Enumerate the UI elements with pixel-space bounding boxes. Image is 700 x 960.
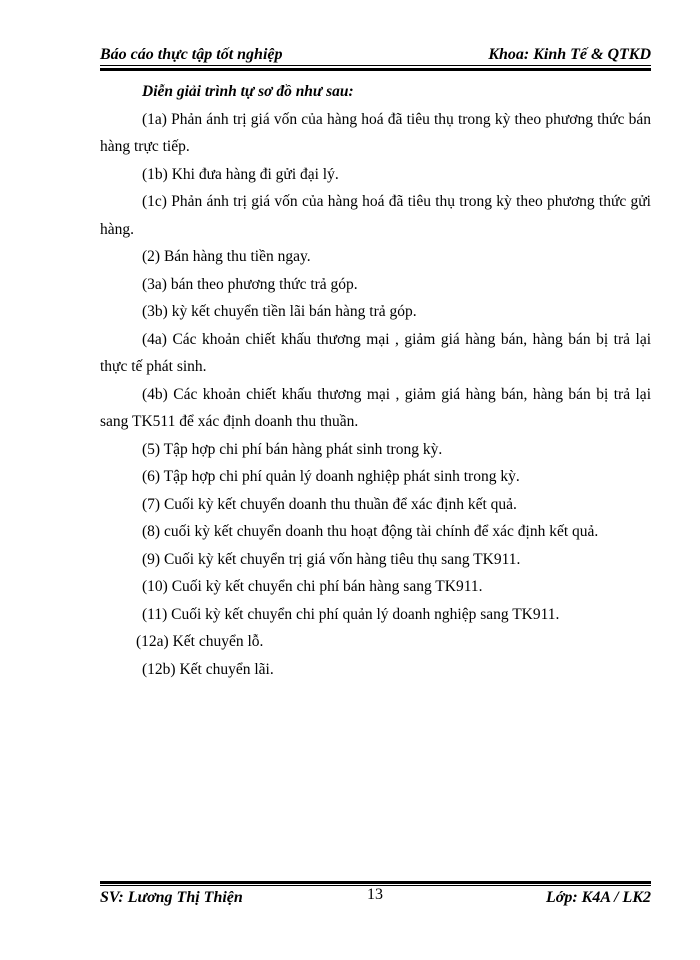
list-item: (12b) Kết chuyển lãi. [142, 660, 274, 678]
list-item: (1b) Khi đưa hàng đi gửi đại lý. [142, 165, 339, 183]
list-item: (1a) Phản ánh trị giá vốn của hàng hoá đã tiêu thụ trong kỳ theo phương thức bán hàng trực tiếp. [100, 110, 651, 155]
page-footer [100, 886, 651, 908]
list-item: (1c) Phản ánh trị giá vốn của hàng hoá đã tiêu thụ trong kỳ theo phương thức gửi hàng. [100, 193, 651, 238]
list-item: (10) Cuối kỳ kết chuyển chi phí bán hàng sang TK911. [142, 578, 483, 595]
page-header [100, 44, 651, 64]
footer-student-name: SV: Lương Thị Thiện [100, 889, 243, 906]
page-number: 13 [367, 886, 383, 903]
list-item: (2) Bán hàng thu tiền ngay. [142, 248, 311, 265]
document-body [100, 78, 651, 683]
list-item: (7) Cuối kỳ kết chuyển doanh thu thuần để xác định kết quả. [142, 495, 517, 513]
list-item: (4b) Các khoản chiết khấu thương mại , giảm giá hàng bán, hàng bán bị trả lại sang TK511 để xác định doanh thu thuần. [100, 385, 651, 430]
footer-class: Lớp: K4A / LK2 [545, 889, 651, 906]
header-report-title: Báo cáo thực tập tốt nghiệp [100, 46, 283, 63]
header-rule-thin [100, 65, 651, 66]
list-item: (11) Cuối kỳ kết chuyển chi phí quản lý doanh nghiệp sang TK911. [142, 605, 560, 623]
footer-rule-thick [100, 881, 651, 884]
list-item: (4a) Các khoản chiết khấu thương mại , giảm giá hàng bán, hàng bán bị trả lại thực tế phát sinh. [100, 330, 651, 375]
list-item: (8) cuối kỳ kết chuyển doanh thu hoạt động tài chính để xác định kết quả. [142, 523, 599, 540]
section-heading: Diễn giải trình tự sơ đồ như sau: [142, 83, 354, 100]
list-item: (3a) bán theo phương thức trả góp. [142, 275, 358, 293]
list-item: (12a) Kết chuyển lỗ. [136, 633, 264, 650]
list-item: (3b) kỳ kết chuyển tiền lãi bán hàng trả góp. [142, 303, 417, 320]
list-item: (5) Tập hợp chi phí bán hàng phát sinh trong kỳ. [142, 440, 443, 458]
list-item: (6) Tập hợp chi phí quản lý doanh nghiệp phát sinh trong kỳ. [142, 468, 520, 485]
header-rule-thick [100, 68, 651, 71]
list-item: (9) Cuối kỳ kết chuyển trị giá vốn hàng tiêu thụ sang TK911. [142, 550, 521, 568]
header-faculty: Khoa: Kinh Tế & QTKD [488, 46, 651, 63]
